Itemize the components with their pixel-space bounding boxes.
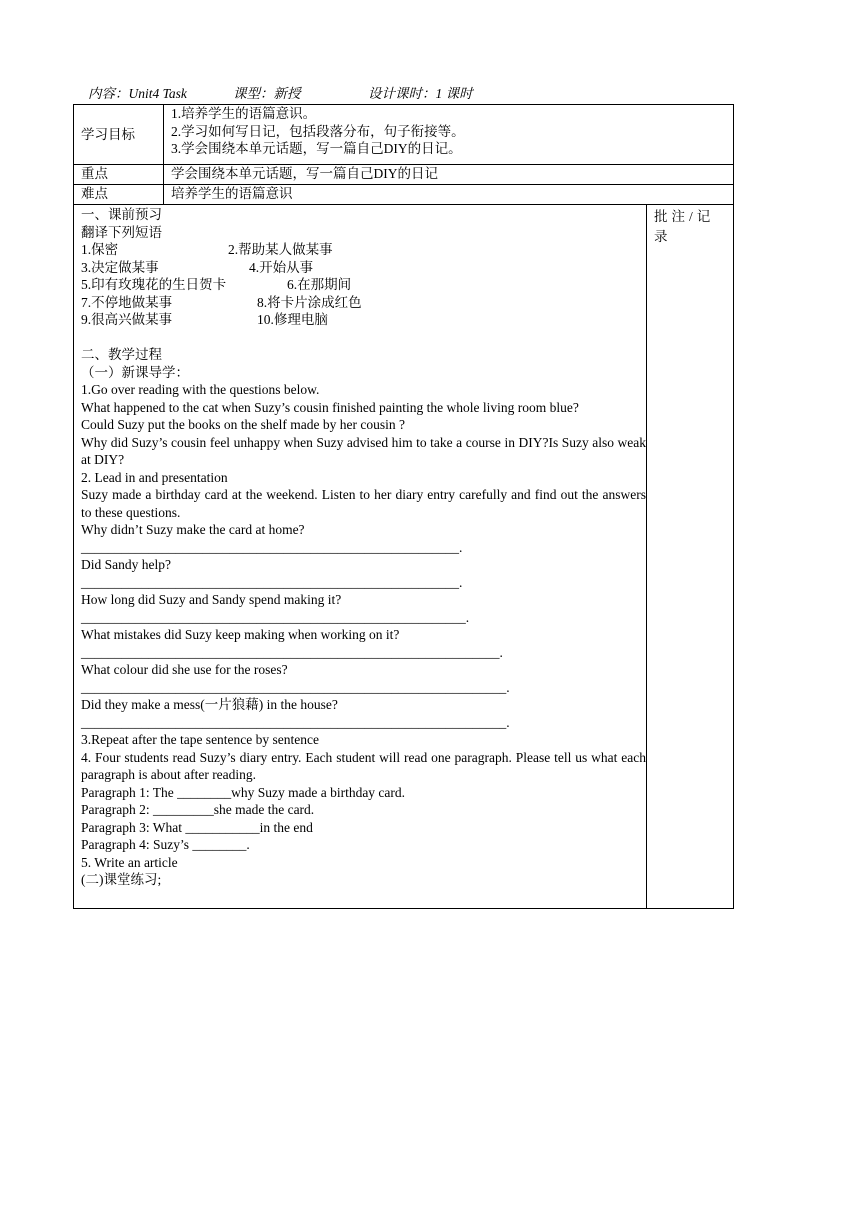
notes-label: 批注/记录 bbox=[654, 209, 715, 244]
difficulty-row bbox=[74, 185, 734, 205]
objective-item: 3.学会围绕本单元话题，写一篇自己DIY的日记。 bbox=[171, 141, 462, 156]
difficulty-label: 难点 bbox=[74, 185, 164, 205]
phrase: 1.保密 bbox=[81, 242, 119, 257]
phrase: 9.很高兴做某事 bbox=[81, 312, 173, 327]
answer-line: _______________________________________________________________. bbox=[81, 714, 510, 730]
key-point-text: 学会围绕本单元话题，写一篇自己DIY的日记 bbox=[164, 165, 734, 185]
key-point-row bbox=[74, 165, 734, 185]
header-hours: 设计课时：1 课时 bbox=[368, 86, 473, 101]
main-row bbox=[74, 205, 734, 909]
objectives-row bbox=[74, 105, 734, 165]
difficulty-text: 培养学生的语篇意识 bbox=[164, 185, 734, 205]
lesson-plan-table bbox=[73, 104, 734, 909]
notes-column bbox=[647, 205, 734, 909]
item-3: 3.Repeat after the tape sentence by sentence bbox=[81, 732, 320, 747]
objective-item: 1.培养学生的语篇意识。 bbox=[171, 106, 317, 121]
phrase: 5.印有玫瑰花的生日贺卡 bbox=[81, 277, 227, 292]
paragraph-task: Paragraph 2: _________she made the card. bbox=[81, 802, 315, 817]
question-3: Why did Suzy’s cousin feel unhappy when Suzy advised him to take a course in DIY?Is Suzy also weak at DIY? bbox=[81, 434, 646, 467]
question-2: Could Suzy put the books on the shelf made by her cousin ? bbox=[81, 417, 405, 432]
phrase-row bbox=[81, 276, 646, 294]
lesson-header bbox=[88, 85, 473, 103]
paragraph-task: Paragraph 1: The ________why Suzy made a birthday card. bbox=[81, 784, 406, 800]
phrase: 7.不停地做某事 bbox=[81, 294, 173, 310]
header-type: 课型：新授 bbox=[233, 86, 301, 101]
objective-item: 2.学习如何写日记，包括段落分布，句子衔接等。 bbox=[171, 123, 465, 139]
header-content: 内容：Unit4 Task bbox=[88, 86, 187, 101]
phrase-row bbox=[81, 241, 646, 259]
key-point-label: 重点 bbox=[74, 165, 164, 185]
paragraph-task: Paragraph 4: Suzy’s ________. bbox=[81, 837, 250, 852]
item-1: 1.Go over reading with the questions below. bbox=[81, 382, 320, 397]
item-4: 4. Four students read Suzy’s diary entry. Each student will read one paragraph. Please tell us what each paragraph is about after reading. bbox=[81, 749, 646, 782]
answer-line: ________________________________________________________. bbox=[81, 574, 463, 590]
preview-title: 一、课前预习 bbox=[81, 207, 162, 222]
listening-question: How long did Suzy and Sandy spend making it? bbox=[81, 592, 342, 607]
item-2-text: Suzy made a birthday card at the weekend. Listen to her diary entry carefully and find out the answers to these questions. bbox=[81, 487, 646, 520]
phrase-row bbox=[81, 294, 646, 312]
phrase: 3.决定做某事 bbox=[81, 259, 159, 275]
phrase: 2.帮助某人做某事 bbox=[228, 242, 333, 257]
spacer bbox=[81, 329, 646, 347]
objectives-label: 学习目标 bbox=[74, 105, 164, 165]
listening-question: Did Sandy help? bbox=[81, 557, 171, 572]
answer-line: ______________________________________________________________. bbox=[81, 644, 503, 660]
process-sub2: (二)课堂练习; bbox=[81, 872, 162, 887]
question-1: What happened to the cat when Suzy’s cousin finished painting the whole living room blue? bbox=[81, 399, 579, 415]
preview-subtitle: 翻译下列短语 bbox=[81, 224, 162, 240]
phrase: 6.在那期间 bbox=[287, 277, 352, 292]
listening-question: What mistakes did Suzy keep making when working on it? bbox=[81, 627, 400, 642]
paragraph-task: Paragraph 3: What ___________in the end bbox=[81, 819, 313, 835]
phrase-row bbox=[81, 311, 646, 329]
phrase: 8.将卡片涂成红色 bbox=[257, 294, 362, 310]
answer-line: _______________________________________________________________. bbox=[81, 679, 510, 695]
listening-question: Why didn’t Suzy make the card at home? bbox=[81, 522, 305, 537]
item-5: 5. Write an article bbox=[81, 854, 178, 870]
teaching-content bbox=[74, 205, 647, 909]
objectives-cell bbox=[164, 105, 734, 165]
answer-line: _________________________________________________________. bbox=[81, 609, 470, 625]
phrase: 4.开始从事 bbox=[249, 259, 314, 275]
listening-question: Did they make a mess(一片狼藉) in the house? bbox=[81, 697, 338, 712]
answer-line: ________________________________________________________. bbox=[81, 539, 463, 555]
phrase: 10.修理电脑 bbox=[257, 312, 328, 327]
listening-question: What colour did she use for the roses? bbox=[81, 662, 288, 677]
process-sub1: （一）新课导学： bbox=[81, 364, 189, 380]
process-title: 二、教学过程 bbox=[81, 347, 162, 362]
phrase-row bbox=[81, 259, 646, 277]
item-2: 2. Lead in and presentation bbox=[81, 469, 228, 485]
